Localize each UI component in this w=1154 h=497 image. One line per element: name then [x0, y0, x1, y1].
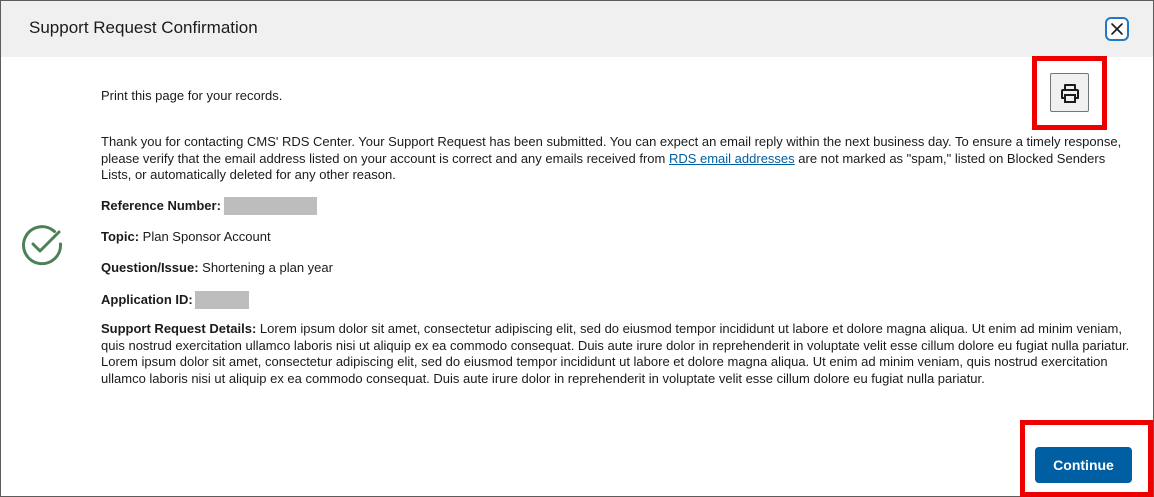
rds-email-addresses-link[interactable]: RDS email addresses	[668, 150, 795, 166]
close-button[interactable]	[1105, 17, 1129, 41]
topic-row	[101, 229, 1136, 246]
question-label: Question/Issue:	[101, 260, 199, 275]
topic-label: Topic:	[101, 229, 140, 244]
request-details	[101, 321, 1136, 387]
application-id-label: Application ID:	[101, 292, 193, 307]
confirmation-message	[101, 134, 1136, 184]
details-label: Support Request Details:	[101, 321, 257, 336]
print-note: Print this page for your records.	[101, 88, 283, 103]
reference-number-redacted	[224, 197, 317, 215]
check-circle-icon	[20, 222, 64, 266]
question-value: Shortening a plan year	[202, 260, 333, 275]
details-value: Lorem ipsum dolor sit amet, consectetur adipiscing elit, sed do eiusmod tempor incididunt ut labore et dolore magna aliqua. Ut enim ad minim veniam, quis nostrud exercitation ullamco laboris nisi ut aliquip ex ea commodo consequat. Duis aute irure dolor in reprehenderit in voluptate velit esse cillum dolore eu fugiat nulla pariatur. Lorem ipsum dolor sit amet, consectetur adipiscing elit, sed do eiusmod tempor incididunt ut labore et dolore magna aliqua. Ut enim ad minim veniam, quis nostrud exercitation ullamco laboris nisi ut aliquip ex ea commodo consequat. Duis aute irure dolor in reprehenderit in voluptate velit esse cillum dolore eu fugiat nulla pariatur.	[101, 321, 1130, 386]
reference-number-label: Reference Number:	[101, 198, 221, 213]
topic-value: Plan Sponsor Account	[142, 229, 271, 244]
question-row	[101, 260, 1136, 277]
intro-text-end: are not marked as "spam," listed on Blocked Senders Lists, or automatically deleted for any other reason.	[101, 150, 1106, 182]
application-id-row	[101, 291, 1136, 309]
intro-text-start: Thank you for contacting CMS' RDS Center. Your Support Request has been submitted. You can expect an email reply within the next business day. To ensure a timely response, please verify that the email address listed on your account is correct and any emails received from	[101, 134, 1122, 166]
continue-button[interactable]: Continue	[1035, 447, 1132, 483]
application-id-redacted	[195, 291, 249, 309]
close-icon	[1110, 22, 1124, 36]
dialog-header	[1, 1, 1153, 57]
dialog-title: Support Request Confirmation	[29, 18, 258, 37]
reference-number-row	[101, 197, 1136, 215]
